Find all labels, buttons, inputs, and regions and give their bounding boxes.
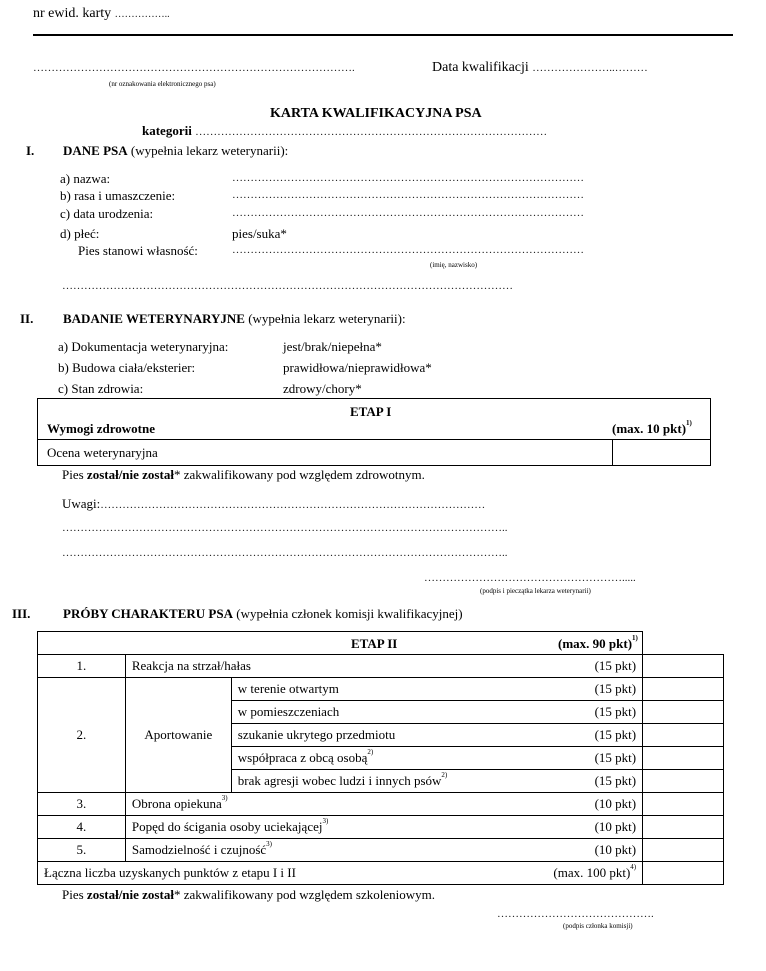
health-value: zdrowy/chory* [283, 381, 362, 396]
section3-heading [63, 606, 463, 622]
test-number: 3. [38, 793, 126, 816]
test-label: Samodzielność i czujność [131, 842, 267, 857]
owner-dots: …………………………………………………………………………………… [232, 244, 584, 256]
section1-heading [63, 143, 288, 159]
owner-caption: (imię, nazwisko) [430, 261, 478, 269]
subtest-label: w pomieszczeniach [237, 704, 340, 719]
vet-assessment-row [37, 439, 711, 466]
body-build-label: b) Budowa ciała/eksterier: [58, 360, 196, 375]
qualification-date [432, 60, 648, 76]
total-max [553, 865, 636, 881]
etap2-max-label: (max. 90 pkt) [558, 636, 633, 651]
section1-title: DANE PSA [63, 143, 128, 158]
subtest-points: (15 pkt) [594, 681, 637, 696]
owner-extra-dots: …………………………………………………………………………………………………………… [62, 280, 513, 292]
test-score-cell[interactable] [643, 816, 724, 839]
remarks-label: Uwagi: [62, 496, 101, 511]
table-row [38, 793, 724, 816]
test-label-cell [125, 793, 642, 816]
training-result-post: * zakwalifikowany pod względem szkoleniowym. [173, 887, 435, 902]
commission-signature-caption: (podpis członka komisji) [563, 922, 633, 930]
chip-number-dots: ……………………………………………………………………………. [33, 62, 355, 74]
dog-name-dots: …………………………………………………………………………………… [232, 172, 584, 184]
header-rule [33, 34, 733, 36]
test-sup: 3) [266, 840, 273, 848]
category-dots: …………………………………………………………………………………… [195, 126, 548, 138]
subtest-cell [231, 678, 642, 701]
subtest-points: (15 pkt) [594, 727, 637, 742]
training-result [62, 887, 435, 903]
card-number-dots: …………….. [114, 9, 170, 20]
training-result-pre: Pies [62, 887, 84, 902]
section3-note: (wypełnia członek komisji kwalifikacyjnej) [236, 606, 463, 621]
test-score-cell[interactable] [643, 655, 724, 678]
subtest-cell [231, 724, 642, 747]
vet-assessment-score-cell[interactable] [613, 439, 710, 465]
health-result-pre: Pies [62, 467, 84, 482]
category-line [142, 123, 547, 139]
subtest-sup: 2) [367, 748, 374, 756]
table-row [38, 816, 724, 839]
qualification-date-dots: …………………..……… [532, 62, 648, 74]
subtest-cell [231, 701, 642, 724]
total-max-label: (max. 100 pkt) [553, 865, 631, 880]
test-score-cell[interactable] [643, 793, 724, 816]
health-result [62, 467, 425, 483]
owner-label: Pies stanowi własność: [78, 243, 198, 258]
test-sup: 3) [322, 817, 329, 825]
subtest-label: szukanie ukrytego przedmiotu [237, 727, 396, 742]
test-label: Aportowanie [125, 678, 231, 793]
vet-assessment-label: Ocena weterynaryjna [47, 445, 158, 460]
table-row [38, 655, 724, 678]
total-label: Łączna liczba uzyskanych punktów z etapu I i II [44, 865, 296, 880]
test-label-cell [125, 816, 642, 839]
category-label: kategorii [142, 123, 192, 138]
etap1-max-label: (max. 10 pkt) [612, 421, 687, 436]
subtest-label: współpraca z obcą osobą [237, 750, 368, 765]
test-points: (10 pkt) [594, 819, 637, 834]
test-number: 1. [38, 655, 126, 678]
remarks-line [62, 496, 485, 512]
card-number-label: nr ewid. karty [33, 6, 112, 21]
vet-signature-dots: ………………………………………………..... [424, 572, 636, 584]
test-number: 2. [38, 678, 126, 793]
etap2-max-sup: 1) [632, 634, 638, 642]
vet-signature-caption: (podpis i pieczątka lekarza weterynarii) [480, 587, 591, 595]
etap1-max-sup: 1) [686, 419, 692, 427]
qualification-date-label: Data kwalifikacji [432, 60, 529, 75]
dog-sex-value: pies/suka* [232, 226, 287, 241]
health-requirements-label: Wymogi zdrowotne [47, 421, 155, 436]
test-label-cell [125, 655, 642, 678]
section2-number: II. [20, 311, 34, 326]
section3-number: III. [12, 606, 31, 621]
test-points: (10 pkt) [594, 796, 637, 811]
etap2-max [558, 636, 638, 652]
subtest-cell [231, 747, 642, 770]
dog-sex-label: d) płeć: [60, 226, 100, 241]
dog-breed-dots: …………………………………………………………………………………… [232, 189, 584, 201]
card-number-line [33, 6, 170, 22]
training-result-choice: został/nie został [86, 887, 174, 902]
total-label-cell [38, 862, 643, 885]
vet-docs-value: jest/brak/niepełna* [283, 339, 382, 354]
section2-note: (wypełnia lekarz weterynarii): [248, 311, 406, 326]
commission-signature-dots: ……………………………………. [497, 908, 654, 920]
subtest-score-cell[interactable] [643, 701, 724, 724]
subtest-score-cell[interactable] [643, 770, 724, 793]
subtest-score-cell[interactable] [643, 724, 724, 747]
chip-number-caption: (nr oznakowania elektronicznego psa) [109, 80, 216, 88]
test-label-cell [125, 839, 642, 862]
subtest-points: (15 pkt) [594, 704, 637, 719]
etap2-header-cell [38, 632, 643, 655]
page-title: KARTA KWALIFIKACYJNA PSA [270, 106, 482, 121]
etap2-header-empty [643, 632, 724, 655]
test-points: (15 pkt) [594, 658, 637, 673]
test-sup: 3) [221, 794, 228, 802]
test-label: Reakcja na strzał/hałas [131, 658, 251, 673]
subtest-sup: 2) [441, 771, 448, 779]
section3-title: PRÓBY CHARAKTERU PSA [63, 606, 233, 621]
dog-birthdate-dots: …………………………………………………………………………………… [232, 207, 584, 219]
subtest-score-cell[interactable] [643, 747, 724, 770]
etap1-header [37, 398, 711, 440]
etap2-header-row [38, 632, 724, 655]
section2-heading [63, 311, 406, 327]
dog-breed-label: b) rasa i umaszczenie: [60, 188, 176, 203]
health-label: c) Stan zdrowia: [58, 381, 144, 396]
subtest-points: (15 pkt) [594, 773, 637, 788]
etap1-title: ETAP I [350, 404, 392, 419]
section2-title: BADANIE WETERYNARYJNE [63, 311, 245, 326]
test-label: Obrona opiekuna [131, 796, 222, 811]
total-row [38, 862, 724, 885]
subtest-cell [231, 770, 642, 793]
total-score-cell[interactable] [643, 862, 724, 885]
body-build-value: prawidłowa/nieprawidłowa* [283, 360, 432, 375]
etap1-max [612, 421, 692, 437]
dog-name-label: a) nazwa: [60, 171, 111, 186]
subtest-label: w terenie otwartym [237, 681, 339, 696]
test-number: 5. [38, 839, 126, 862]
total-max-sup: 4) [630, 863, 637, 871]
test-number: 4. [38, 816, 126, 839]
table-row [38, 678, 724, 701]
remarks-dots-1: …………………………………………………………………………………………… [100, 499, 486, 511]
table-row [38, 839, 724, 862]
section1-number: I. [26, 143, 35, 158]
vet-docs-label: a) Dokumentacja weterynaryjna: [58, 339, 229, 354]
subtest-points: (15 pkt) [594, 750, 637, 765]
health-result-choice: został/nie został [86, 467, 174, 482]
section1-note: (wypełnia lekarz weterynarii): [130, 143, 289, 158]
test-score-cell[interactable] [643, 839, 724, 862]
remarks-dots-2: ………………………………………………………………………………………………………….. [62, 522, 508, 534]
subtest-score-cell[interactable] [643, 678, 724, 701]
subtest-label: brak agresji wobec ludzi i innych psów [237, 773, 442, 788]
remarks-dots-3: ………………………………………………………………………………………………………….. [62, 547, 508, 559]
test-label: Popęd do ścigania osoby uciekającej [131, 819, 323, 834]
test-points: (10 pkt) [594, 842, 637, 857]
etap2-title: ETAP II [351, 636, 398, 651]
dog-birthdate-label: c) data urodzenia: [60, 206, 154, 221]
character-tests-table [37, 631, 724, 885]
health-result-post: * zakwalifikowany pod względem zdrowotnym. [173, 467, 425, 482]
